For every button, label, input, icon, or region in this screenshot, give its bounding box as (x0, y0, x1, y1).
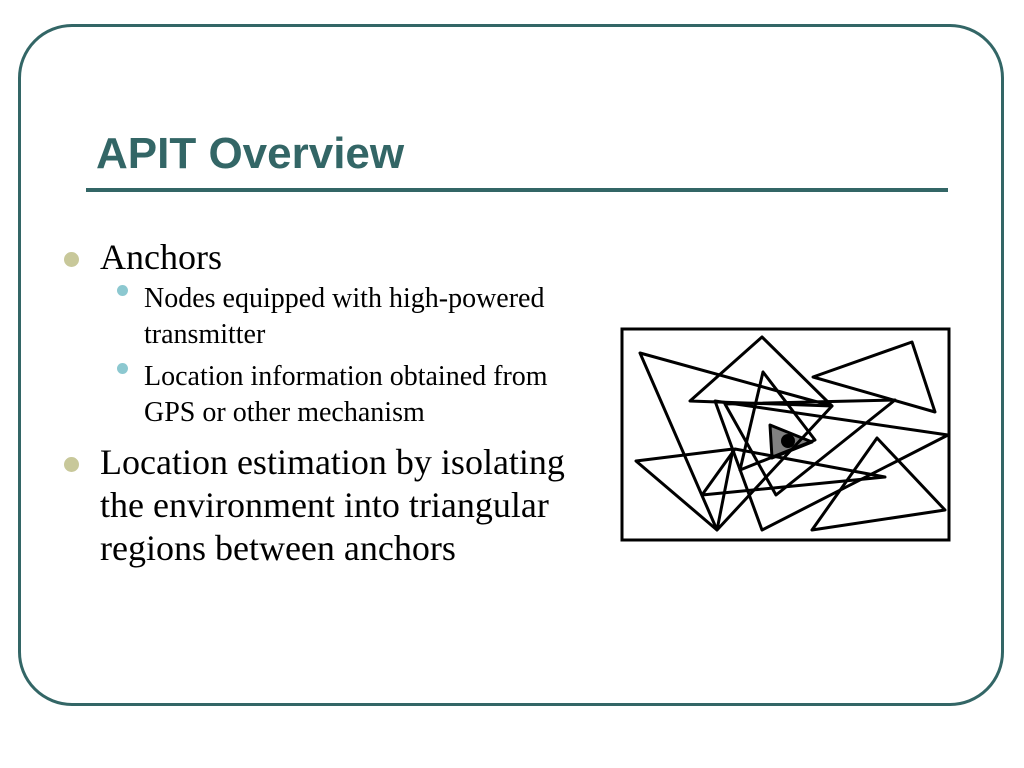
sub-bullet-dot (117, 363, 128, 374)
bullet-list (62, 236, 582, 570)
sub-bullet-item (62, 281, 582, 353)
triangle-outline (740, 372, 815, 470)
triangle-outline (636, 449, 733, 530)
bullet-text: Anchors (100, 237, 222, 277)
sub-bullet-list (62, 281, 582, 431)
title-underline (86, 188, 948, 192)
sub-bullet-item (62, 359, 582, 431)
sub-bullet-text: Nodes equipped with high-powered transmitter (144, 283, 545, 350)
bullet-text: Location estimation by isolating the environment into triangular regions between anchors (100, 442, 565, 568)
bullet-dot (64, 252, 79, 267)
bullet-item-location-estimation (62, 441, 582, 570)
bullet-dot (64, 457, 79, 472)
sub-bullet-dot (117, 285, 128, 296)
slide-title: APIT Overview (96, 129, 405, 178)
node-dot (781, 434, 795, 448)
sub-bullet-text: Location information obtained from GPS or other mechanism (144, 361, 548, 428)
bullet-item-anchors (62, 236, 582, 279)
triangle-regions-diagram (620, 327, 952, 543)
